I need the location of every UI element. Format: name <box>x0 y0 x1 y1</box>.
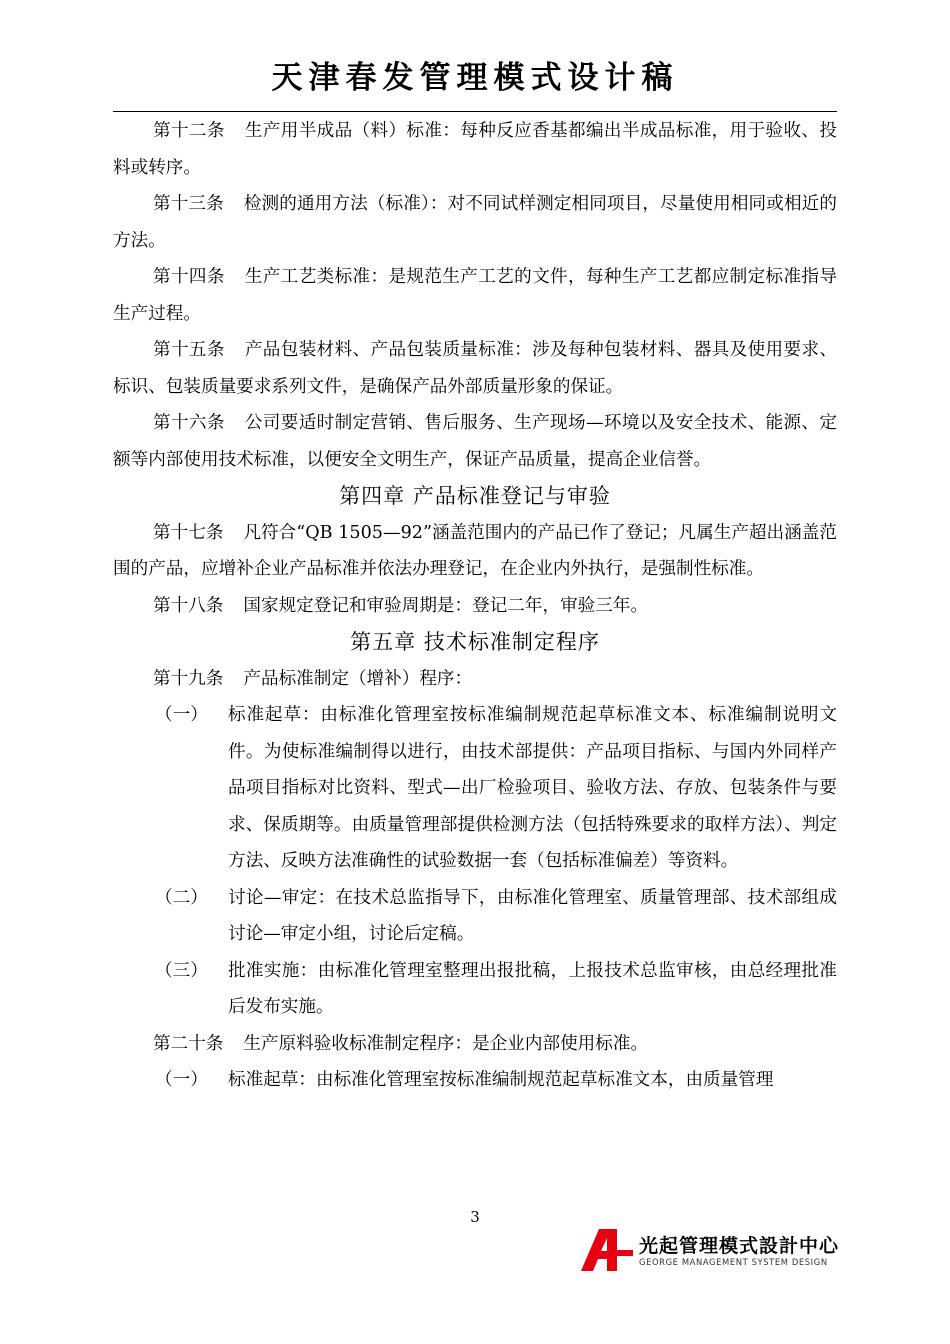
article-15 <box>113 332 837 405</box>
article-text: 生产原料验收标准制定程序：是企业内部使用标准。 <box>243 1033 649 1054</box>
article-20 <box>113 1026 837 1063</box>
article-text: 国家规定登记和审验周期是：登记二年，审验三年。 <box>243 595 649 616</box>
article-17 <box>113 515 837 588</box>
article-number: 第十九条 <box>153 668 224 689</box>
logo-a-bar <box>617 1250 633 1256</box>
article-number: 第十二条 <box>153 121 225 141</box>
list-item-number: （一） <box>155 705 208 725</box>
article-number: 第十六条 <box>153 413 225 433</box>
list-item-number: （一） <box>155 1070 208 1090</box>
article-13 <box>113 186 837 259</box>
list-item <box>113 1062 837 1099</box>
article-text: 生产工艺类标准：是规范生产工艺的文件，每种生产工艺都应制定标准指导生产过程。 <box>113 267 837 324</box>
article-text: 生产用半成品（料）标准：每种反应香基都编出半成品标准，用于验收、投料或转序。 <box>113 121 837 178</box>
article-text: 产品标准制定（增补）程序： <box>243 668 473 689</box>
list-item-text: 标准起草：由标准化管理室按标准编制规范起草标准文本，由质量管理 <box>228 1070 774 1090</box>
article-number: 第十四条 <box>153 267 225 287</box>
header-divider <box>113 111 837 112</box>
article-text: 检测的通用方法（标准）：对不同试样测定相同项目，尽量使用相同或相近的方法。 <box>113 194 837 251</box>
list-item-text: 标准起草：由标准化管理室按标准编制规范起草标准文本、标准编制说明文件。为使标准编制得以进行，由技术部提供：产品项目指标、与国内外同样产品项目指标对比资料、型式—出厂检验项目、验收方法、存放、包装条件与要求、保质期等。由质量管理部提供检测方法（包括特殊要求的取样方法）、判定方法、反映方法准确性的试验数据一套（包括标准偏差）等资料。 <box>228 705 837 871</box>
list-item-number: （二） <box>155 887 208 908</box>
article-text: 公司要适时制定营销、售后服务、生产现场—环境以及安全技术、能源、定额等内部使用技术标准，以便安全文明生产，保证产品质量，提高企业信誉。 <box>113 413 837 470</box>
article-number: 第十五条 <box>153 340 225 360</box>
logo-a-icon <box>579 1228 635 1272</box>
article-number: 第二十条 <box>153 1033 224 1054</box>
logo-a-shape <box>581 1229 617 1271</box>
article-number: 第十八条 <box>153 595 224 616</box>
list-item <box>113 880 837 953</box>
list-item <box>113 953 837 1026</box>
page-number: 3 <box>470 1208 480 1226</box>
chapter-5-title: 第五章 技术标准制定程序 <box>350 630 600 654</box>
article-16 <box>113 405 837 478</box>
logo-english-name: GEORGE MANAGEMENT SYSTEM DESIGN <box>639 1257 828 1267</box>
list-item-text: 批准实施：由标准化管理室整理出报批稿，上报技术总监审核，由总经理批准后发布实施。 <box>228 960 837 1017</box>
article-12 <box>113 113 837 186</box>
article-14 <box>113 259 837 332</box>
article-number: 第十七条 <box>153 522 224 543</box>
chapter-4-title: 第四章 产品标准登记与审验 <box>339 484 611 508</box>
list-item-text: 讨论—审定：在技术总监指导下，由标准化管理室、质量管理部、技术部组成讨论—审定小组，讨论后定稿。 <box>228 887 837 944</box>
logo-chinese-name: 光起管理模式設計中心 <box>639 1235 840 1257</box>
article-number: 第十三条 <box>153 194 224 214</box>
page-header-title: 天津春发管理模式设计稿 <box>271 60 679 96</box>
company-logo <box>579 1228 841 1273</box>
article-18 <box>113 588 837 625</box>
list-item-number: （三） <box>155 960 208 981</box>
article-19 <box>113 661 837 698</box>
article-text: 产品包装材料、产品包装质量标准：涉及每种包装材料、器具及使用要求、标识、包装质量要求系列文件，是确保产品外部质量形象的保证。 <box>113 340 837 397</box>
list-item <box>113 697 837 880</box>
document-body <box>113 113 837 1099</box>
article-text: 凡符合“QB 1505—92”涵盖范围内的产品已作了登记；凡属生产超出涵盖范围的产品，应增补企业产品标准并依法办理登记，在企业内外执行，是强制性标准。 <box>113 522 837 579</box>
